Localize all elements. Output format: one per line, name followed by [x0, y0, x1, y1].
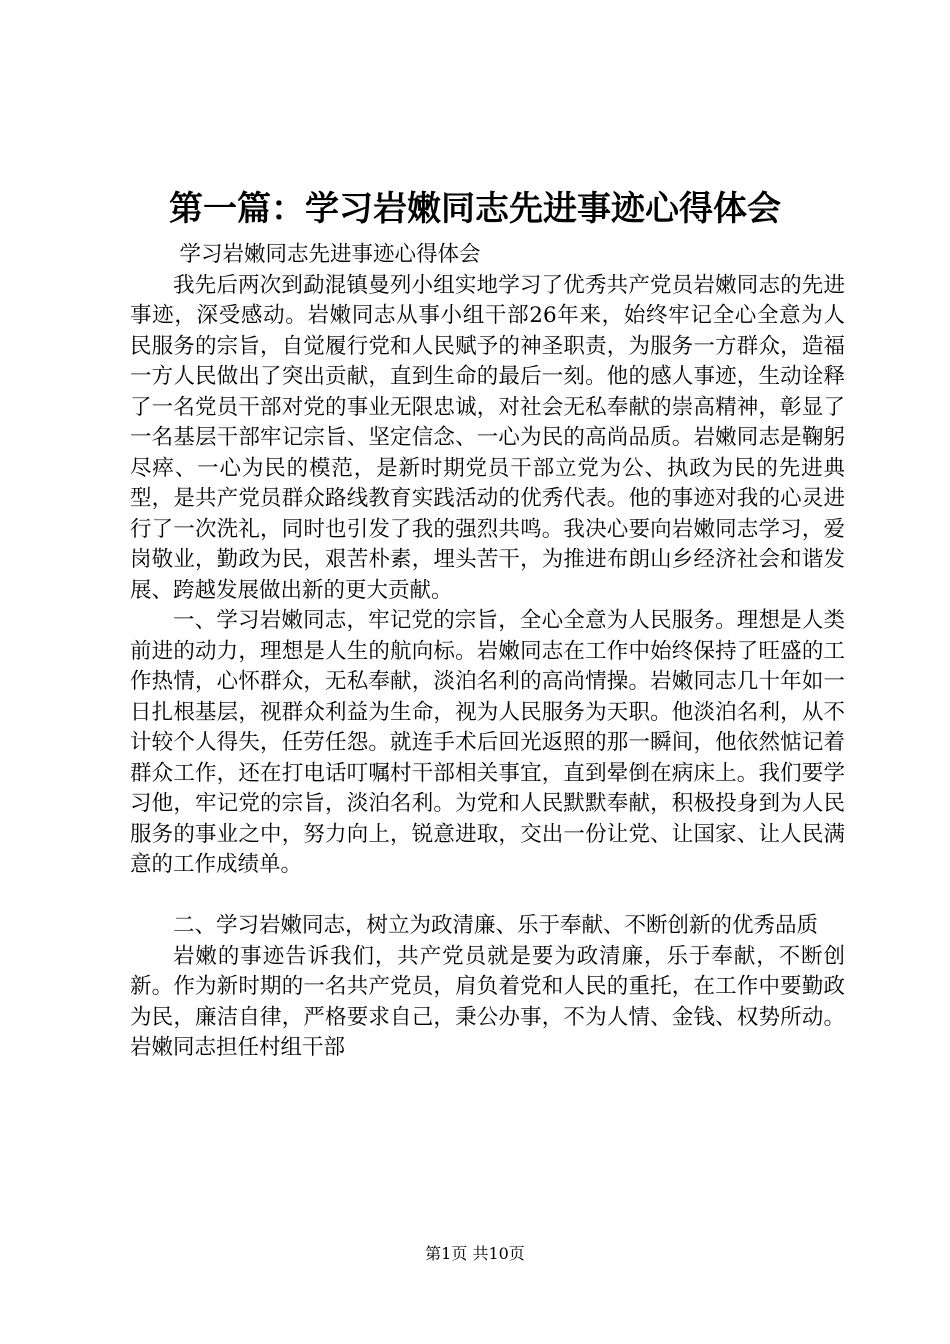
- page-number-footer: 第1页 共10页: [425, 1244, 525, 1263]
- document-body: [130, 240, 845, 1064]
- paragraph-section-two: 岩嫩的事迹告诉我们，共产党员就是要为政清廉，乐于奉献，不断创新。作为新时期的一名共产党员，肩负着党和人民的重托，在工作中要勤政为民，廉洁自律，严格要求自己，秉公办事，不为人情、金钱、权势所动。岩嫩同志担任村组干部: [130, 943, 845, 1060]
- section-two-heading: 二、学习岩嫩同志，树立为政清廉、乐于奉献、不断创新的优秀品质: [173, 913, 819, 938]
- paragraph-section-one: 一、学习岩嫩同志，牢记党的宗旨，全心全意为人民服务。理想是人类前进的动力，理想是人生的航向标。岩嫩同志在工作中始终保持了旺盛的工作热情，心怀群众，无私奉献，淡泊名利的高尚情操。岩嫩同志几十年如一日扎根基层，视群众利益为生命，视为人民服务为天职。他淡泊名利，从不计较个人得失，任劳任怨。就连手术后回光返照的那一瞬间，他依然惦记着群众工作，还在打电话叮嘱村干部相关事宜，直到晕倒在病床上。我们要学习他，牢记党的宗旨，淡泊名利。为党和人民默默奉献，积极投身到为人民服务的事业之中，努力向上，锐意进取，交出一份让党、让国家、让人民满意的工作成绩单。: [130, 608, 845, 877]
- document-title: 第一篇：学习岩嫩同志先进事迹心得体会: [169, 189, 781, 229]
- document-subtitle: 学习岩嫩同志先进事迹心得体会: [179, 242, 481, 267]
- paragraph-intro: 我先后两次到勐混镇曼列小组实地学习了优秀共产党员岩嫩同志的先进事迹，深受感动。岩嫩同志从事小组干部26年来，始终牢记全心全意为人民服务的宗旨，自觉履行党和人民赋予的神圣职责，为服务一方群众，造福一方人民做出了突出贡献，直到生命的最后一刻。他的感人事迹，生动诠释了一名党员干部对党的事业无限忠诚，对社会无私奉献的崇高精神，彰显了一名基层干部牢记宗旨、坚定信念、一心为民的高尚品质。岩嫩同志是鞠躬尽瘁、一心为民的模范，是新时期党员干部立党为公、执政为民的先进典型，是共产党员群众路线教育实践活动的优秀代表。他的事迹对我的心灵进行了一次洗礼，同时也引发了我的强烈共鸣。我决心要向岩嫩同志学习，爱岗敬业，勤政为民，艰苦朴素，埋头苦干，为推进布朗山乡经济社会和谐发展、跨越发展做出新的更大贡献。: [130, 272, 845, 603]
